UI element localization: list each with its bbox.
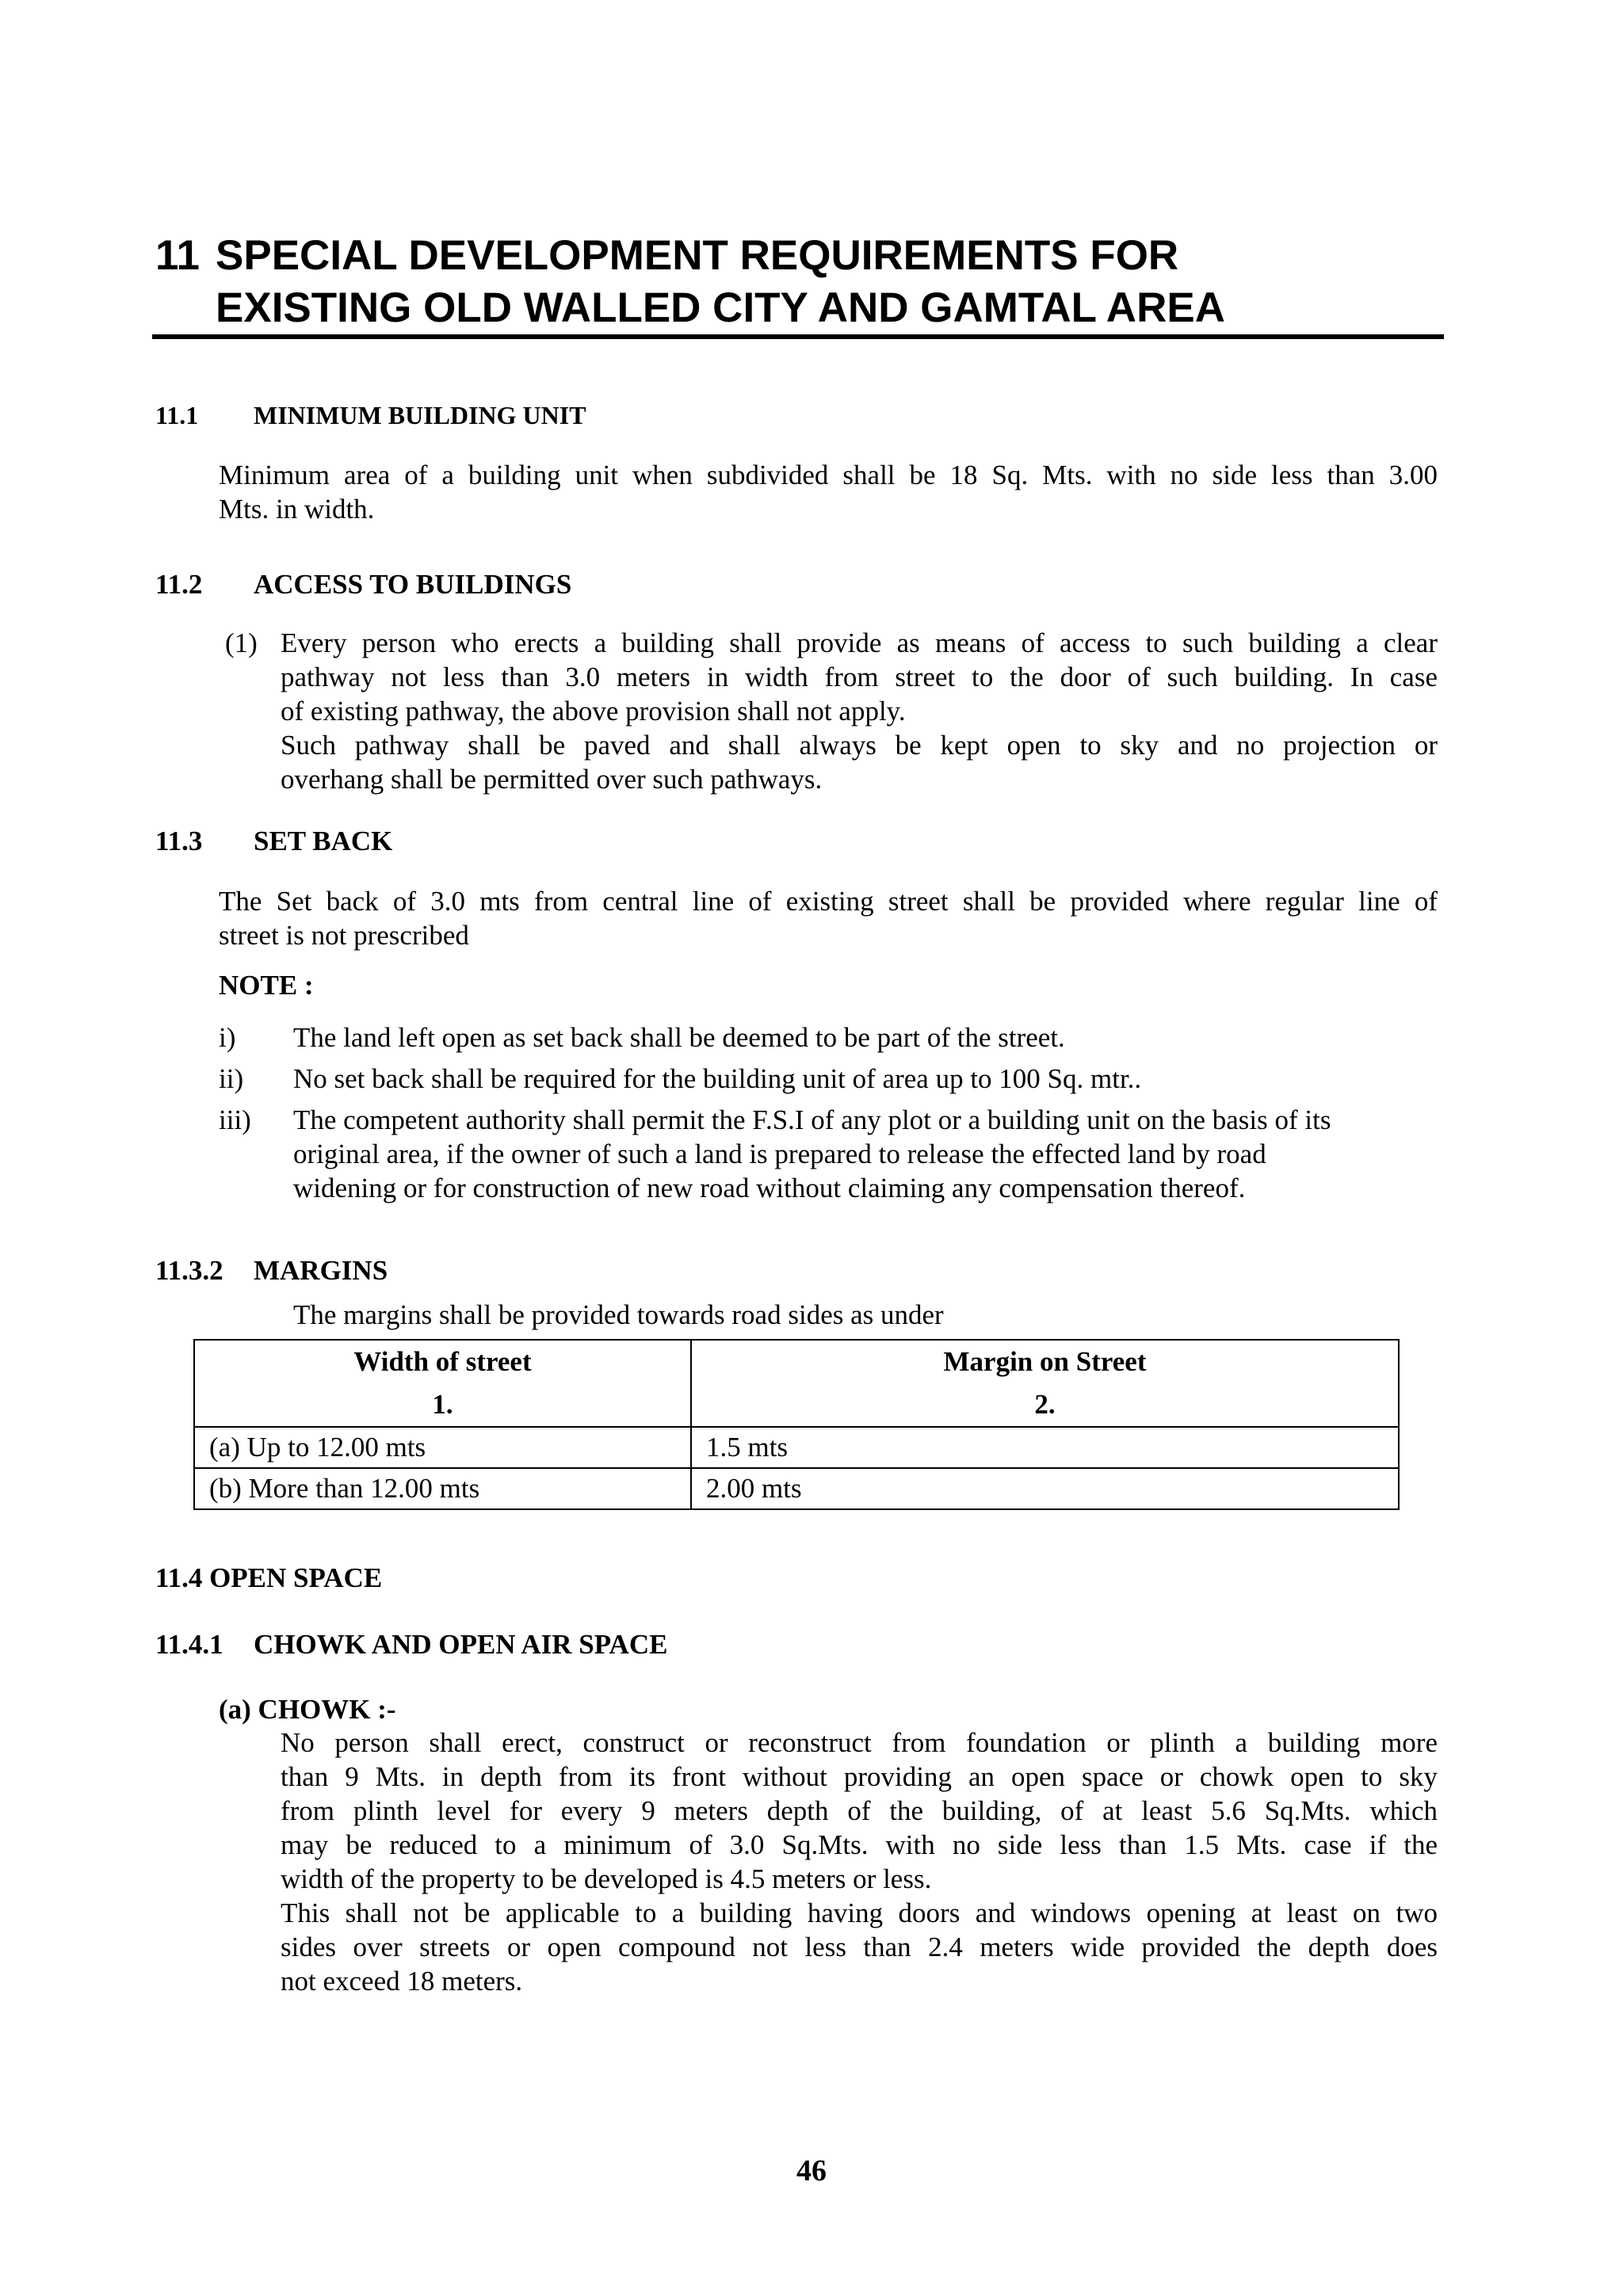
title-underline [152,334,1444,339]
section-number: 11.4.1 [155,1629,223,1660]
section-number: 11.2 [155,569,203,600]
margins-intro: The margins shall be provided towards road sides as under [293,1299,944,1330]
chowk-subheading: (a) CHOWK :- [219,1694,396,1725]
section-title: ACCESS TO BUILDINGS [254,569,572,600]
body-line: street is not prescribed [219,920,469,951]
table-cell: 2.00 mts [691,1468,1399,1509]
chapter-title-line1: SPECIAL DEVELOPMENT REQUIREMENTS FOR [216,232,1179,279]
body-line: No person shall erect, construct or reconstruct from foundation or plinth a building more [281,1727,1438,1758]
section-title: SET BACK [254,826,393,856]
table-cell: 1.5 mts [691,1427,1399,1468]
body-line: Every person who erects a building shall provide as means of access to such building a clear [281,627,1438,658]
section-number: 11.3.2 [155,1255,223,1286]
table-cell: (b) More than 12.00 mts [194,1468,691,1509]
list-marker: iii) [219,1104,251,1135]
page-number: 46 [796,2154,827,2187]
body-line: not exceed 18 meters. [281,1966,523,1997]
body-line: original area, if the owner of such a land is prepared to release the effected land by road [293,1138,1266,1169]
list-marker: ii) [219,1063,244,1094]
chowk-body [281,1726,1438,1998]
body-line: pathway not less than 3.0 meters in width from street to the door of such building. In case [281,662,1438,692]
header-number: 1. [432,1389,453,1420]
header-label: Margin on Street [943,1346,1147,1377]
body-line: The Set back of 3.0 mts from central line of existing street shall be provided where regular line of [219,886,1438,917]
chapter-number: 11 [155,232,200,279]
body-line: Such pathway shall be paved and shall always be kept open to sky and no projection or [281,730,1438,761]
section-number: 11.1 [155,401,199,429]
section-title: CHOWK AND OPEN AIR SPACE [254,1629,668,1660]
body-line: than 9 Mts. in depth from its front without providing an open space or chowk open to sky [281,1761,1438,1792]
table-header-width [194,1340,691,1427]
note-label: NOTE : [219,970,314,1001]
body-line: The competent authority shall permit the F.S.I of any plot or a building unit on the basis of its [293,1104,1331,1135]
table-header-margin [691,1340,1399,1427]
section-11-1-body [219,458,1438,526]
chapter-title-line2: EXISTING OLD WALLED CITY AND GAMTAL AREA [216,284,1225,331]
body-line: The land left open as set back shall be deemed to be part of the street. [293,1022,1065,1053]
header-number: 2. [1034,1389,1056,1420]
table-row [194,1427,1399,1468]
margins-table [193,1339,1400,1510]
table-cell: (a) Up to 12.00 mts [194,1427,691,1468]
body-line: may be reduced to a minimum of 3.0 Sq.Mts. with no side less than 1.5 Mts. case if the [281,1829,1438,1860]
table-header-row [194,1340,1399,1427]
body-line: Mts. in width. [219,494,375,524]
body-line: from plinth level for every 9 meters depth of the building, of at least 5.6 Sq.Mts. which [281,1795,1438,1826]
body-line: No set back shall be required for the building unit of area up to 100 Sq. mtr.. [293,1063,1142,1094]
section-11-4-heading: 11.4 OPEN SPACE [155,1562,383,1593]
body-line: sides over streets or open compound not less than 2.4 meters wide provided the depth does [281,1932,1438,1962]
body-line: widening or for construction of new road without claiming any compensation thereof. [293,1173,1246,1203]
body-line: This shall not be applicable to a building having doors and windows opening at least on two [281,1897,1438,1928]
list-marker: (1) [225,627,258,658]
body-line: overhang shall be permitted over such pathways. [281,764,823,795]
body-line: of existing pathway, the above provision shall not apply. [281,696,906,727]
table-row [194,1468,1399,1509]
header-label: Width of street [353,1346,532,1377]
list-marker: i) [219,1022,236,1053]
body-line: width of the property to be developed is 4.5 meters or less. [281,1863,932,1894]
body-line: Minimum area of a building unit when subdivided shall be 18 Sq. Mts. with no side less than 3.00 [219,460,1438,490]
section-number: 11.3 [155,826,203,856]
section-title: MARGINS [254,1255,388,1286]
section-11-3-body [219,884,1438,952]
section-title: MINIMUM BUILDING UNIT [254,401,586,429]
